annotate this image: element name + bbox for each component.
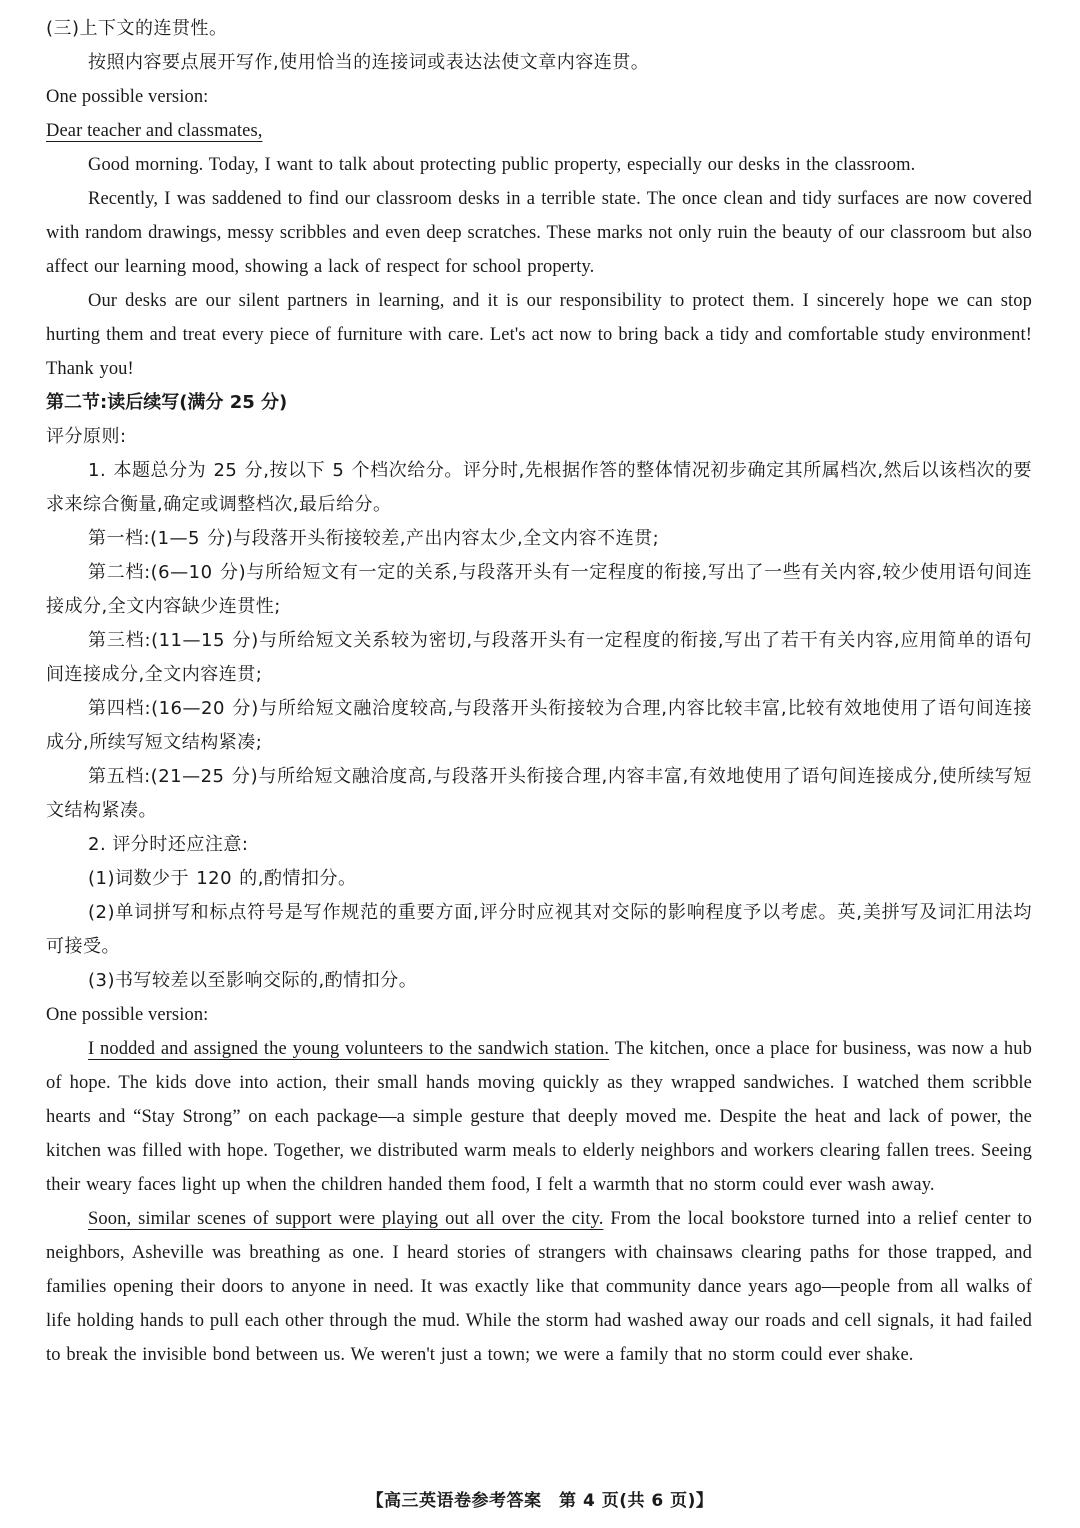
page-footer: 【高三英语卷参考答案 第 4 页(共 6 页)】 <box>366 1491 714 1511</box>
tier-2: 第二档:(6—10 分)与所给短文有一定的关系,与段落开头有一定程度的衔接,写出了一些有关内容,较少使用语句间连接成分,全文内容缺少连贯性; <box>46 562 1032 617</box>
sample1-salutation <box>46 114 1032 148</box>
coherence-heading: (三)上下文的连贯性。 <box>46 18 228 39</box>
sample1-label: One possible version: <box>46 87 209 107</box>
sample1-paragraph-2: Recently, I was saddened to find our classroom desks in a terrible state. The once clean and tidy surfaces are now covered with random drawings, messy scribbles and even deep scratches. These marks not only ruin the beauty of our classroom but also affect our learning mood, showing a lack of respect for school property. <box>46 189 1032 277</box>
sample2-paragraph-1 <box>46 1032 1032 1202</box>
sample2-paragraph-2 <box>46 1202 1032 1372</box>
sample2-label: One possible version: <box>46 1005 209 1025</box>
salutation-text: Dear teacher and classmates, <box>46 121 263 141</box>
answer-page <box>46 12 1032 1372</box>
note-1: (1)词数少于 120 的,酌情扣分。 <box>88 868 357 889</box>
tier-3: 第三档:(11—15 分)与所给短文关系较为密切,与段落开头有一定程度的衔接,写出了若干有关内容,应用简单的语句间连接成分,全文内容连贯; <box>46 630 1032 685</box>
tier-4: 第四档:(16—20 分)与所给短文融洽度较高,与段落开头衔接较为合理,内容比较丰富,比较有效地使用了语句间连接成分,所续写短文结构紧凑; <box>46 698 1032 753</box>
paragraph-2-lead-sentence: Soon, similar scenes of support were playing out all over the city. <box>88 1209 604 1229</box>
notes-label: 2. 评分时还应注意: <box>88 834 249 855</box>
paragraph-1-lead-sentence: I nodded and assigned the young volunteers to the sandwich station. <box>88 1039 610 1059</box>
sample1-paragraph-3: Our desks are our silent partners in learning, and it is our responsibility to protect them. I sincerely hope we can stop hurting them and treat every piece of furniture with care. Let's act now to bring back a tidy and comfortable study environment! Thank you! <box>46 291 1032 379</box>
paragraph-1-body: The kitchen, once a place for business, was now a hub of hope. The kids dove into action, their small hands moving quickly as they wrapped sandwiches. I watched them scribble hearts and “Stay Strong” on each package—a simple gesture that deeply moved me. Despite the heat and lack of power, the kitchen was filled with hope. Together, we distributed warm meals to elderly neighbors and workers clearing fallen trees. Seeing their weary faces light up when the children handed them food, I felt a warmth that no storm could ever wash away. <box>46 1039 1032 1195</box>
note-3: (3)书写较差以至影响交际的,酌情扣分。 <box>88 970 418 991</box>
scoring-rule-1: 1. 本题总分为 25 分,按以下 5 个档次给分。评分时,先根据作答的整体情况初步确定其所属档次,然后以该档次的要求来综合衡量,确定或调整档次,最后给分。 <box>46 460 1032 515</box>
coherence-text: 按照内容要点展开写作,使用恰当的连接词或表达法使文章内容连贯。 <box>88 52 650 73</box>
paragraph-2-body: From the local bookstore turned into a relief center to neighbors, Asheville was breathing as one. I heard stories of strangers with chainsaws clearing paths for those trapped, and families opening their doors to anyone in need. It was exactly like that community dance years ago—people from all walks of life holding hands to pull each other through the mud. While the storm had washed away our roads and cell signals, it had failed to break the invisible bond between us. We weren't just a town; we were a family that no storm could ever shake. <box>46 1209 1032 1365</box>
tier-5: 第五档:(21—25 分)与所给短文融洽度高,与段落开头衔接合理,内容丰富,有效地使用了语句间连接成分,使所续写短文结构紧凑。 <box>46 766 1032 821</box>
tier-1: 第一档:(1—5 分)与段落开头衔接较差,产出内容太少,全文内容不连贯; <box>88 528 660 549</box>
scoring-principles-label: 评分原则: <box>46 426 127 447</box>
sample1-paragraph-1: Good morning. Today, I want to talk about protecting public property, especially our desks in the classroom. <box>88 155 916 175</box>
section2-title: 第二节:读后续写(满分 25 分) <box>46 392 288 413</box>
note-2: (2)单词拼写和标点符号是写作规范的重要方面,评分时应视其对交际的影响程度予以考虑。英,美拼写及词汇用法均可接受。 <box>46 902 1032 957</box>
